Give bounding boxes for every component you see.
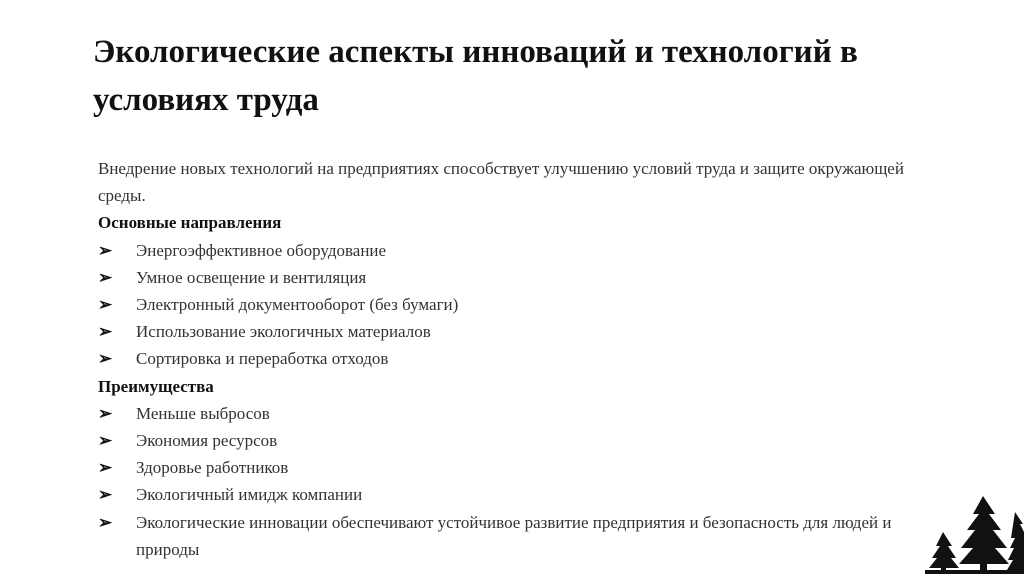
list-item <box>98 427 928 454</box>
section-directions <box>98 209 928 372</box>
list-item <box>98 264 928 291</box>
list-item <box>98 509 928 563</box>
list-item <box>98 400 928 427</box>
list-item-text: Здоровье работников <box>136 458 289 478</box>
bullet-list <box>98 400 928 563</box>
arrow-bullet-icon: ➢ <box>98 267 113 287</box>
list-item-text: Энергоэффективное оборудование <box>136 240 387 260</box>
slide-body <box>98 155 928 563</box>
list-item <box>98 345 928 372</box>
list-item-text: Экологичный имидж компании <box>136 485 363 505</box>
list-item-text: Экономия ресурсов <box>136 431 278 451</box>
slide-title: Экологические аспекты инноваций и технологий в условиях труда <box>93 34 858 118</box>
list-item-text: Сортировка и переработка отходов <box>136 349 389 369</box>
section-benefits <box>98 373 928 563</box>
bullet-list <box>98 237 928 373</box>
pine-trees-icon <box>925 494 1024 574</box>
arrow-bullet-icon: ➢ <box>98 403 113 423</box>
list-item-text: Использование экологичных материалов <box>136 322 431 342</box>
arrow-bullet-icon: ➢ <box>98 349 113 369</box>
arrow-bullet-icon: ➢ <box>98 240 113 260</box>
arrow-bullet-icon: ➢ <box>98 295 113 315</box>
list-item-text: Меньше выбросов <box>136 403 270 423</box>
list-item-text: Электронный документооборот (без бумаги) <box>136 295 459 315</box>
arrow-bullet-icon: ➢ <box>98 512 113 532</box>
intro-text: Внедрение новых технологий на предприятиях способствует улучшению условий труда и защите окружающей среды. <box>98 159 904 206</box>
section-heading: Основные направления <box>98 213 282 233</box>
list-item <box>98 237 928 264</box>
list-item-text: Экологические инновации обеспечивают устойчивое развитие предприятия и безопасность для людей и природы <box>136 512 892 559</box>
list-item-text: Умное освещение и вентиляция <box>136 267 367 287</box>
list-item <box>98 318 928 345</box>
arrow-bullet-icon: ➢ <box>98 322 113 342</box>
arrow-bullet-icon: ➢ <box>98 485 113 505</box>
arrow-bullet-icon: ➢ <box>98 431 113 451</box>
list-item <box>98 291 928 318</box>
list-item <box>98 454 928 481</box>
list-item <box>98 481 928 508</box>
section-heading: Преимущества <box>98 376 214 396</box>
arrow-bullet-icon: ➢ <box>98 458 113 478</box>
